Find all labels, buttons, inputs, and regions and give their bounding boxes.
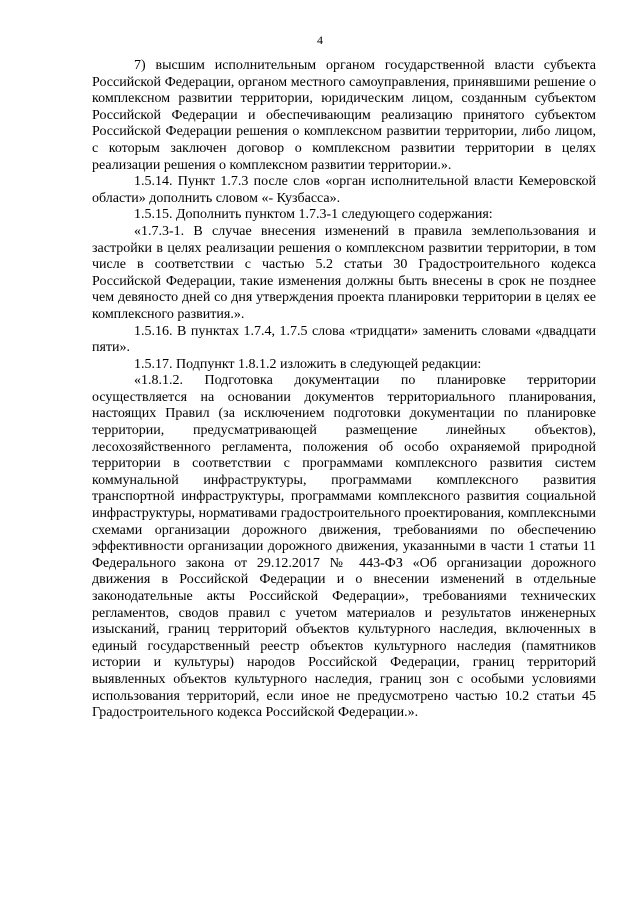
paragraph-1-8-1-2: «1.8.1.2. Подготовка документации по планировке территории осуществляется на основании документов территориального планирования, настоящих Правил (за исключением подготовки документации по планировке территории, предусматривающей размещение линейных объектов), лесохозяйственного регламента, положения об особо охраняемой природной территории в соответствии с программами комплексного развития систем коммунальной инфраструктуры, программами комплексного развития транспортной инфраструктуры, программами комплексного развития социальной инфраструктуры, нормативами градостроительного проектирования, комплексными схемами организации дорожного движения, требованиями по обеспечению эффективности организации дорожного движения, указанными в части 1 статьи 11 Федерального закона от 29.12.2017 № 443-ФЗ «Об организации дорожного движения в Российской Федерации и о внесении изменений в отдельные законодательные акты Российской Федерации», требованиями технических регламентов, сводов правил с учетом материалов и результатов инженерных изысканий, границ территорий объектов культурного наследия, включенных в единый государственный реестр объектов культурного наследия (памятников истории и культуры) народов Российской Федерации, границ территорий выявленных объектов культурного наследия, границ зон с особыми условиями использования территорий, если иное не предусмотрено частью 10.2 статьи 45 Градостроительного кодекса Российской Федерации.». — [92, 373, 596, 721]
paragraph-1-5-16: 1.5.16. В пунктах 1.7.4, 1.7.5 слова «тридцати» заменить словами «двадцати пяти». — [92, 323, 596, 356]
document-body — [92, 58, 596, 722]
paragraph-1-5-17: 1.5.17. Подпункт 1.8.1.2 изложить в следующей редакции: — [134, 356, 482, 372]
paragraph-1-5-14: 1.5.14. Пункт 1.7.3 после слов «орган исполнительной власти Кемеровской области» дополнить словом «- Кузбасса». — [92, 174, 596, 206]
paragraph-1-5-15: 1.5.15. Дополнить пунктом 1.7.3-1 следующего содержания: — [134, 207, 493, 223]
page-number: 4 — [317, 33, 323, 47]
paragraph-item-7: 7) высшим исполнительным органом государственной власти субъекта Российской Федерации, органом местного самоуправления, принявшими решение о комплексном развитии территории, юридическим лицом, созданным субъектом Российской Федерации и обеспечивающим реализацию принятого субъектом Российской Федерации решения о комплексном развитии территории, либо лицом, с которым заключен договор о комплексном развитии территории в целях реализации решения о комплексном развитии территории.». — [92, 58, 596, 173]
paragraph-1-7-3-1: «1.7.3-1. В случае внесения изменений в правила землепользования и застройки в целях реализации решения о комплексном развитии территории, в том числе в соответствии с частью 5.2 статьи 30 Градостроительного кодекса Российской Федерации, такие изменения должны быть внесены в срок не позднее чем девяносто дней со дня утверждения проекта планировки территории в целях ее комплексного развития.». — [92, 223, 596, 322]
